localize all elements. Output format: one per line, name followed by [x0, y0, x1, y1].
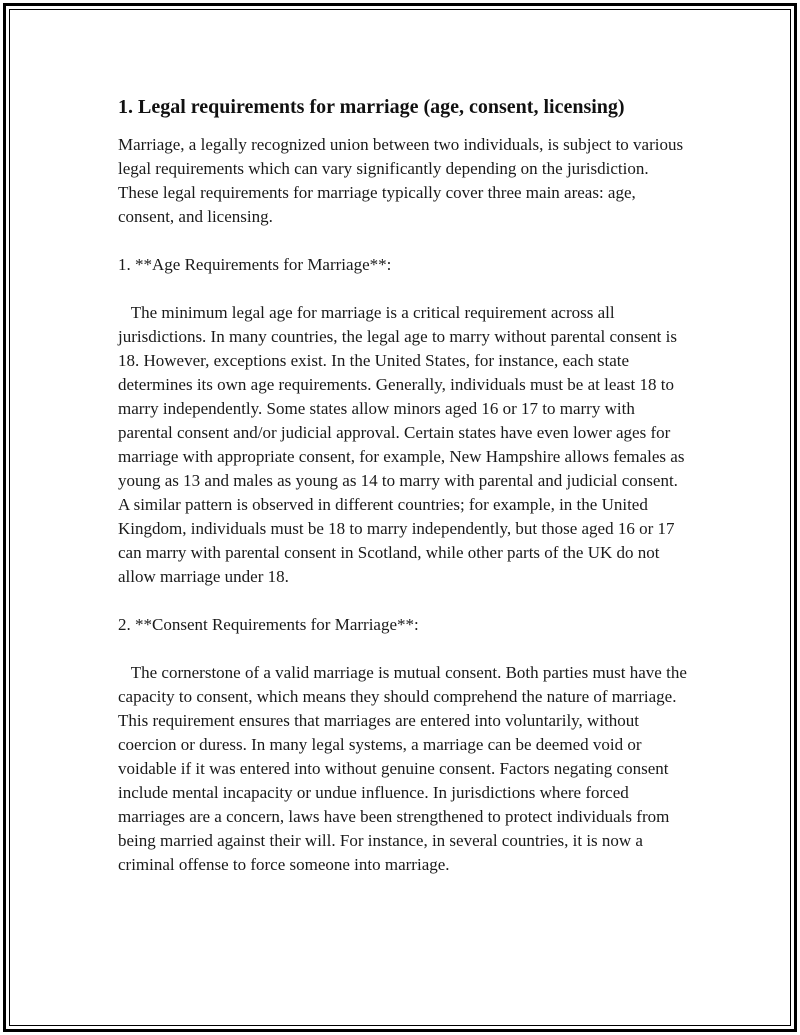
paragraph-spacer — [118, 277, 688, 301]
section-heading: 1. Legal requirements for marriage (age, consent, licensing) — [118, 96, 625, 118]
paragraph-spacer — [118, 589, 688, 613]
age-requirements-paragraph: The minimum legal age for marriage is a critical requirement across all jurisdictions. In many countries, the legal age to marry without parental consent is 18. However, exceptions exist. In the United States, for instance, each state determines its own age requirements. Generally, individuals must be at least 18 to marry independently. Some states allow minors aged 16 or 17 to marry with parental consent and/or judicial approval. Certain states have even lower ages for marriage with appropriate consent, for example, New Hampshire allows females as young as 13 and males as young as 14 to marry with parental and judicial consent. A similar pattern is observed in different countries; for example, in the United Kingdom, individuals must be 18 to marry independently, but those aged 16 or 17 can marry with parental consent in Scotland, while other parts of the UK do not allow marriage under 18. — [118, 303, 689, 586]
age-requirements-title: 1. **Age Requirements for Marriage**: — [118, 255, 392, 274]
paragraph-spacer — [118, 229, 688, 253]
document-body — [118, 93, 692, 877]
consent-requirements-title: 2. **Consent Requirements for Marriage**: — [118, 615, 419, 634]
paragraph-spacer — [118, 637, 688, 661]
consent-requirements-paragraph: The cornerstone of a valid marriage is mutual consent. Both parties must have the capacity to consent, which means they should comprehend the nature of marriage. This requirement ensures that marriages are entered into voluntarily, without coercion or duress. In many legal systems, a marriage can be deemed void or voidable if it was entered into without genuine consent. Factors negating consent include mental incapacity or undue influence. In jurisdictions where forced marriages are a concern, laws have been strengthened to protect individuals from being married against their will. For instance, in several countries, it is now a criminal offense to force someone into marriage. — [118, 663, 692, 874]
intro-paragraph: Marriage, a legally recognized union between two individuals, is subject to various legal requirements which can vary significantly depending on the jurisdiction. These legal requirements for marriage typically cover three main areas: age, consent, and licensing. — [118, 135, 688, 226]
